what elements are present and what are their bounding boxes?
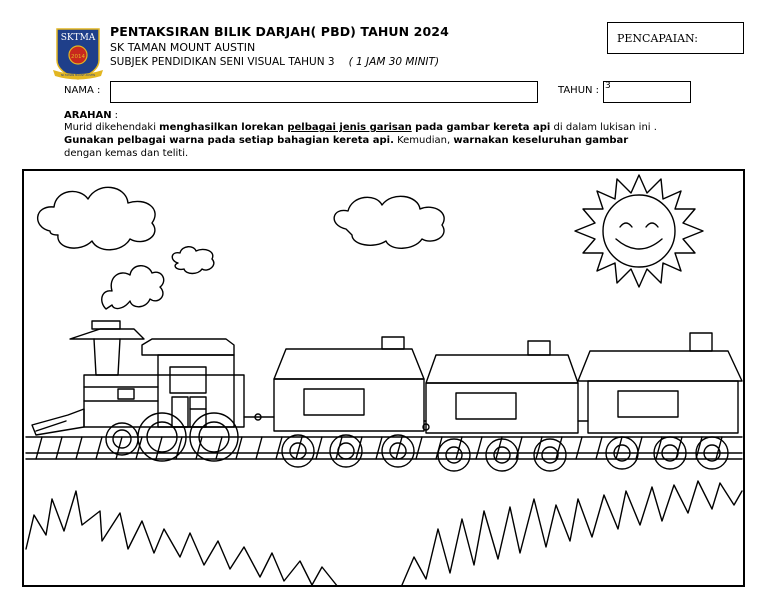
- grass: [26, 481, 742, 587]
- instr-part: Kemudian,: [393, 135, 454, 146]
- instr-part: pelbagai jenis garisan: [287, 122, 412, 133]
- cloud-left: [38, 187, 155, 249]
- school-logo: [52, 26, 104, 82]
- tahun-value: 3: [605, 81, 611, 91]
- score-label: PENCAPAIAN:: [617, 32, 698, 45]
- duration-text: ( 1 JAM 30 MINIT): [348, 56, 440, 68]
- train-car-3: [578, 333, 742, 433]
- nama-label: NAMA :: [64, 85, 101, 96]
- smoke-plume: [102, 266, 164, 309]
- logo-year: 2014: [71, 54, 85, 60]
- instructions-heading: [64, 110, 118, 121]
- couplers: [244, 417, 588, 421]
- train-car-1: [274, 337, 424, 431]
- page-title: PENTAKSIRAN BILIK DARJAH( PBD) TAHUN 2024: [110, 24, 449, 39]
- instructions-heading-text: ARAHAN: [64, 110, 112, 121]
- train-coloring-picture: [22, 169, 745, 587]
- instr-part: dengan kemas dan teliti.: [64, 148, 189, 159]
- instructions-colon: :: [114, 110, 119, 121]
- instr-part: Gunakan pelbagai warna pada setiap bahagian kereta api.: [64, 135, 394, 146]
- instr-part: menghasilkan lorekan: [159, 122, 288, 133]
- train-car-2: [426, 341, 578, 433]
- score-box[interactable]: [607, 22, 744, 54]
- instr-part: pada gambar kereta api: [411, 122, 551, 133]
- school-name: SK TAMAN MOUNT AUSTIN: [110, 41, 256, 54]
- instr-part: di dalam lukisan ini .: [550, 122, 657, 133]
- railway-track: [26, 437, 742, 459]
- train-wheels: [106, 413, 728, 471]
- locomotive: [32, 321, 244, 435]
- tahun-label: TAHUN :: [558, 85, 600, 96]
- tahun-field[interactable]: [603, 81, 691, 103]
- smoke-puff-small: [172, 247, 214, 274]
- subject-text: SUBJEK PENDIDIKAN SENI VISUAL TAHUN 3: [110, 56, 335, 68]
- instr-part: Murid dikehendaki: [64, 122, 160, 133]
- logo-text: SKTMA: [60, 33, 96, 43]
- instructions-text: [64, 121, 724, 160]
- instr-part: warnakan keseluruhan gambar: [453, 135, 629, 146]
- sun: [575, 175, 703, 287]
- cloud-middle: [334, 196, 444, 248]
- subject-line: [110, 56, 439, 68]
- nama-field[interactable]: [110, 81, 538, 103]
- logo-ribbon-text: SK TAMAN MOUNT AUSTIN: [60, 74, 96, 77]
